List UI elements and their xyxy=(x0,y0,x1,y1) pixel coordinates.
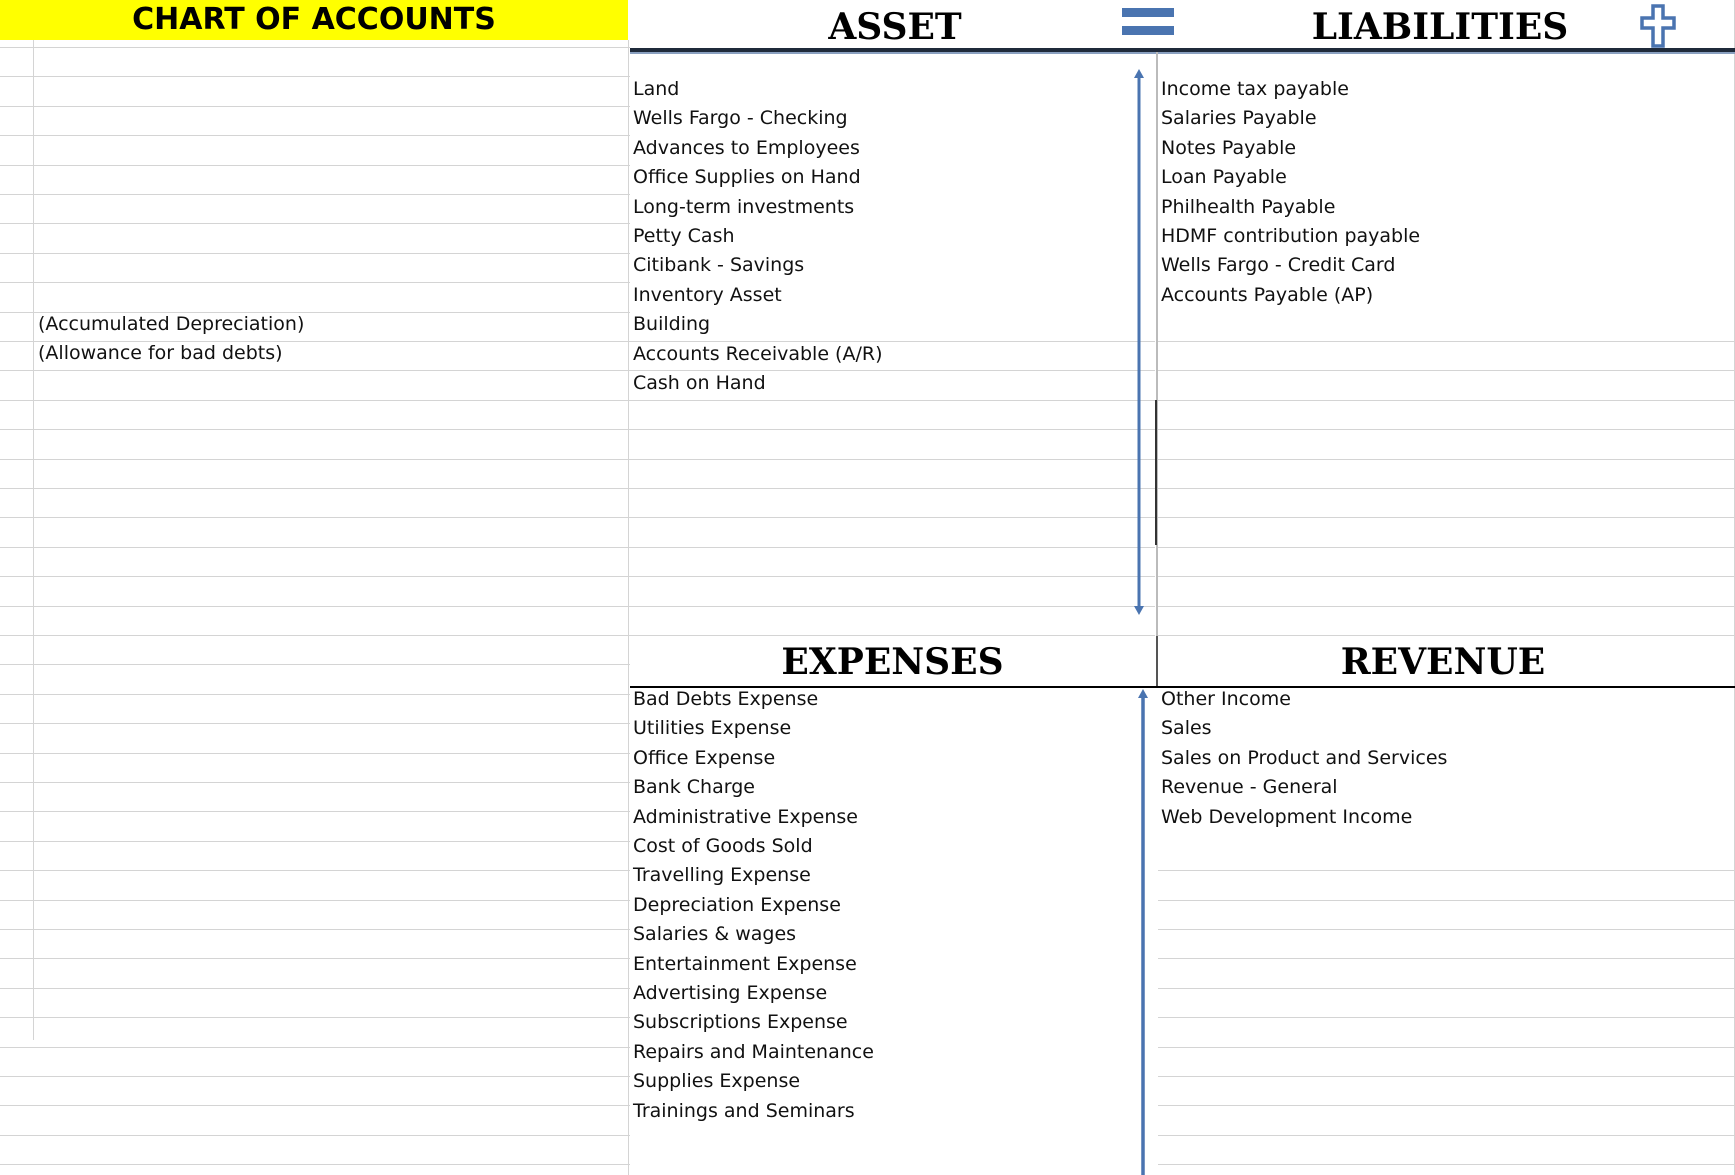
asset-heading[interactable]: ASSET xyxy=(828,6,962,48)
gridline xyxy=(1158,341,1735,342)
expense-account-item[interactable]: Advertising Expense xyxy=(633,982,828,1004)
gridline xyxy=(1158,1076,1735,1077)
asset-account-item[interactable]: Wells Fargo - Checking xyxy=(633,107,848,130)
expense-account-item[interactable]: Bank Charge xyxy=(633,776,755,799)
gridline xyxy=(1158,929,1735,930)
expense-account-item[interactable]: Depreciation Expense xyxy=(633,893,841,916)
gridline xyxy=(1158,1135,1735,1136)
gridline xyxy=(0,1105,630,1106)
gridline xyxy=(0,900,630,901)
gridline xyxy=(0,811,630,812)
gridline xyxy=(0,694,630,695)
plus-icon xyxy=(1640,4,1676,48)
header-rule-shadow xyxy=(630,52,1735,54)
gridline xyxy=(0,635,630,636)
revenue-account-item[interactable]: Other Income xyxy=(1161,688,1291,710)
gridline xyxy=(0,223,630,224)
gridline xyxy=(0,106,630,107)
gridline xyxy=(0,723,630,724)
revenue-account-item[interactable]: Sales xyxy=(1161,717,1212,740)
gridline xyxy=(1158,606,1735,607)
gridline xyxy=(0,988,630,989)
expense-account-item[interactable]: Repairs and Maintenance xyxy=(633,1040,874,1063)
gridline xyxy=(1158,1105,1735,1106)
liability-account-item[interactable]: Salaries Payable xyxy=(1161,107,1317,130)
gridline xyxy=(1158,900,1735,901)
revenue-heading[interactable]: REVENUE xyxy=(1340,641,1546,683)
gridline xyxy=(1158,370,1735,371)
expenses-heading[interactable]: EXPENSES xyxy=(781,641,1004,683)
gridline xyxy=(0,282,630,283)
gridline xyxy=(0,76,630,77)
gridline xyxy=(630,400,1155,401)
gridline xyxy=(630,517,1155,518)
gridline xyxy=(0,370,630,371)
gridline xyxy=(0,782,630,783)
expense-account-item[interactable]: Cost of Goods Sold xyxy=(633,835,813,857)
asset-account-item[interactable]: Building xyxy=(633,313,711,336)
t-account-divider-top xyxy=(1156,52,1158,642)
gridline xyxy=(0,1164,630,1165)
gridline xyxy=(1158,1164,1735,1165)
gridline xyxy=(0,400,630,401)
gridline xyxy=(0,135,630,136)
up-arrow-icon xyxy=(1136,688,1150,1175)
gridline xyxy=(0,1135,630,1136)
gridline xyxy=(0,576,630,577)
gridline xyxy=(0,547,630,548)
contra-account-item[interactable]: (Allowance for bad debts) xyxy=(38,342,283,365)
gridline xyxy=(0,606,630,607)
expense-account-item[interactable]: Office Expense xyxy=(633,746,776,769)
expense-account-item[interactable]: Utilities Expense xyxy=(633,717,792,740)
liabilities-heading[interactable]: LIABILITIES xyxy=(1311,6,1569,48)
gridline xyxy=(630,429,1155,430)
gridline xyxy=(0,165,630,166)
gridline xyxy=(0,958,630,959)
expense-account-item[interactable]: Administrative Expense xyxy=(633,805,858,828)
gridline xyxy=(630,635,1155,636)
gridline xyxy=(0,194,630,195)
gridline xyxy=(1158,958,1735,959)
contra-account-item[interactable]: (Accumulated Depreciation) xyxy=(38,313,305,335)
gridline xyxy=(1158,547,1735,548)
gridline xyxy=(1158,1047,1735,1048)
asset-account-item[interactable]: Petty Cash xyxy=(633,225,735,247)
gridline xyxy=(628,40,629,1175)
gridline xyxy=(0,870,630,871)
gridline xyxy=(0,841,630,842)
expense-account-item[interactable]: Bad Debts Expense xyxy=(633,688,819,710)
asset-account-item[interactable]: Land xyxy=(633,78,680,100)
gridline xyxy=(1158,459,1735,460)
gridline xyxy=(0,1076,630,1077)
liability-account-item[interactable]: Accounts Payable (AP) xyxy=(1161,283,1374,306)
gridline xyxy=(1158,488,1735,489)
asset-account-item[interactable]: Office Supplies on Hand xyxy=(633,166,861,189)
asset-account-item[interactable]: Citibank - Savings xyxy=(633,254,805,277)
gridline xyxy=(1158,576,1735,577)
asset-account-item[interactable]: Accounts Receivable (A/R) xyxy=(633,342,883,365)
gridline xyxy=(0,517,630,518)
gridline xyxy=(0,488,630,489)
asset-account-item[interactable]: Advances to Employees xyxy=(633,136,860,159)
gridline xyxy=(630,576,1155,577)
liability-account-item[interactable]: Notes Payable xyxy=(1161,136,1297,159)
gridline xyxy=(0,47,630,48)
gridline xyxy=(33,40,34,1040)
gridline xyxy=(630,547,1155,548)
t-account-divider-top-dark xyxy=(1155,400,1157,545)
asset-account-item[interactable]: Long-term investments xyxy=(633,195,855,218)
gridline xyxy=(630,459,1155,460)
expense-account-item[interactable]: Entertainment Expense xyxy=(633,952,857,975)
revenue-account-item[interactable]: Web Development Income xyxy=(1161,805,1413,828)
gridline xyxy=(1158,870,1735,871)
gridline xyxy=(0,429,630,430)
expense-account-item[interactable]: Salaries & wages xyxy=(633,923,797,946)
gridline xyxy=(1158,1017,1735,1018)
asset-account-item[interactable]: Inventory Asset xyxy=(633,283,782,306)
liability-account-item[interactable]: HDMF contribution payable xyxy=(1161,225,1421,247)
expense-account-item[interactable]: Subscriptions Expense xyxy=(633,1011,848,1034)
gridline xyxy=(630,606,1155,607)
revenue-account-item[interactable]: Revenue - General xyxy=(1161,776,1338,799)
asset-account-item[interactable]: Cash on Hand xyxy=(633,372,766,394)
equals-icon xyxy=(1122,8,1174,38)
gridline xyxy=(1158,517,1735,518)
gridline xyxy=(630,488,1155,489)
gridline xyxy=(1158,400,1735,401)
expense-account-item[interactable]: Travelling Expense xyxy=(633,864,811,887)
gridline xyxy=(1158,635,1735,636)
liability-account-item[interactable]: Philhealth Payable xyxy=(1161,195,1336,218)
gridline xyxy=(1158,429,1735,430)
gridline xyxy=(0,1047,630,1048)
revenue-account-item[interactable]: Sales on Product and Services xyxy=(1161,746,1448,769)
chart-of-accounts-title[interactable]: CHART OF ACCOUNTS xyxy=(0,0,628,40)
gridline xyxy=(0,753,630,754)
gridline xyxy=(0,1017,630,1018)
gridline xyxy=(0,929,630,930)
liability-account-item[interactable]: Wells Fargo - Credit Card xyxy=(1161,254,1396,277)
liability-account-item[interactable]: Loan Payable xyxy=(1161,166,1287,189)
gridline xyxy=(1158,988,1735,989)
expense-account-item[interactable]: Supplies Expense xyxy=(633,1070,801,1093)
gridline xyxy=(0,253,630,254)
liability-account-item[interactable]: Income tax payable xyxy=(1161,78,1349,100)
gridline xyxy=(0,664,630,665)
gridline xyxy=(0,459,630,460)
expense-account-item[interactable]: Trainings and Seminars xyxy=(633,1099,855,1122)
t-account-divider-mid xyxy=(1156,636,1158,686)
double-arrow-icon xyxy=(1132,68,1146,616)
